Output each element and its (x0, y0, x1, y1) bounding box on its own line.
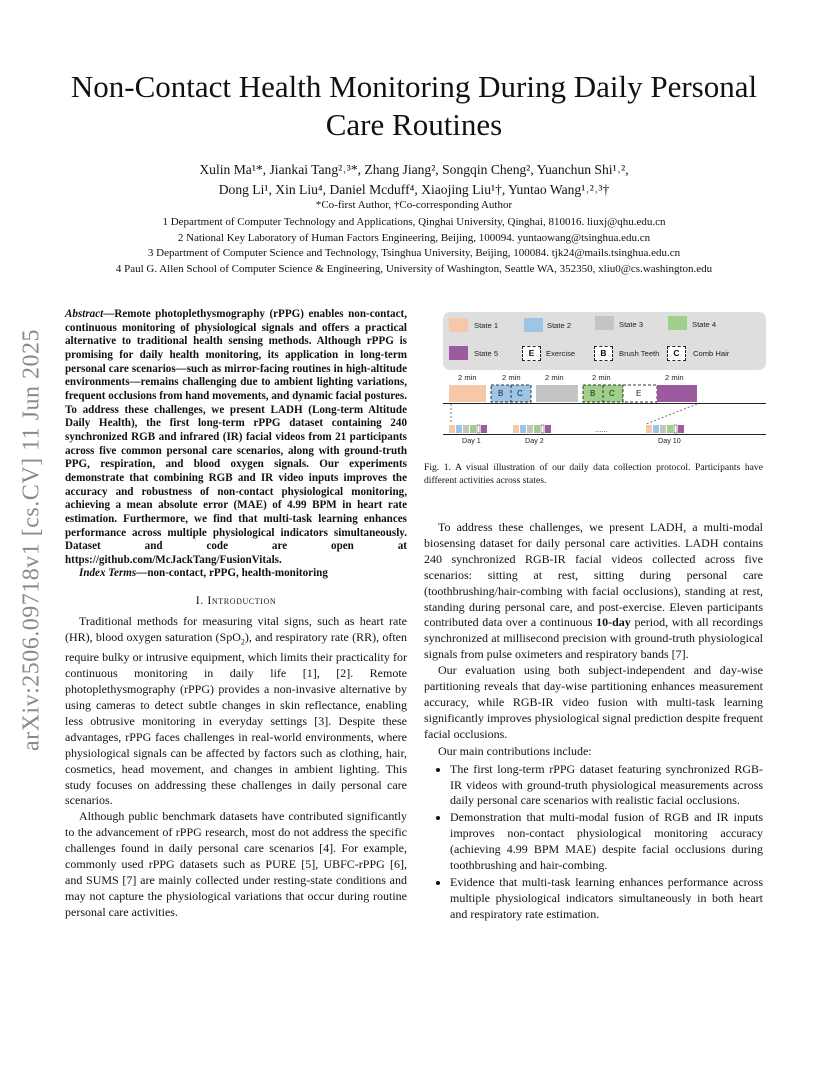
paper-title: Non-Contact Health Monitoring During Daily Personal Care Routines (70, 69, 758, 142)
index-terms (65, 567, 407, 581)
duration-label-3: 2 min (545, 373, 564, 382)
abstract-label: Abstract (65, 308, 104, 320)
timeline-state3 (536, 385, 578, 402)
author-list (60, 160, 768, 200)
state5-label: State 5 (474, 349, 499, 358)
day-2-strip (513, 425, 551, 433)
intro-paragraph-1: Traditional methods for measuring vital signs, such as heart rate (HR), blood oxygen saturation (SpO$_2$), and respiratory rate (RR), often require bulky or intrusive equipment, which limits their practicality for continuous monitoring in daily life [1], [2]. Remote photoplethysmography (rPPG) provides a non-invasive alternative by using cameras to detect subtle changes in skin reflectance, enabling less obtrusive monitoring in everyday settings [3]. Despite these advantages, rPPG faces challenges in real-world environments, where physiological signals can be affected by factors such as clothing, hair, cosmetics, head movement, and changes in ambient lighting. This study focuses on addressing these challenges in daily personal care scenarios. (65, 614, 407, 808)
affiliation-2: 2 National Key Laboratory of Human Factors Engineering, Beijing, 100094. yuntaowang@tsinghua.edu.cn (177, 231, 651, 244)
section-heading-introduction: I. Introduction (195, 593, 277, 608)
abstract-text: —Remote photoplethysmography (rPPG) enables non-contact, continuous monitoring of physiological signals and offers a practical alternative to traditional health sensing methods. Although rPPG is promising for daily health monitoring, its application in long-term personal care scenarios—such as mirror-facing routines in high-altitude environments—remains challenging due to ambient lighting variations, frequent occlusions from hand movements, and dynamic facial postures. To address these challenges, we present LADH (Long-term Altitude Daily Health), the first long-term rPPG dataset containing 240 synchronized RGB and infrared (IR) facial videos from 21 participants across five common personal care scenarios, along with ground-truth PPG, respiration, and blood oxygen signals. Our experiments demonstrate that combining RGB and IR video inputs improves the accuracy and robustness of non-contact physiological monitoring, achieving a mean absolute error (MAE) of 4.99 BPM in heart rate estimation. Furthermore, we find that multi-task learning enhances performance across multiple physiological indicators simultaneously. Dataset and code are open at https://github.com/McJackTang/FusionVitals. (65, 308, 407, 566)
right-paragraph-1: To address these challenges, we present LADH, a multi-modal biosensing dataset for daily personal care activities. LADH contains 240 synchronized RGB-IR facial videos collected across five scenarios: sitting at rest, sitting during personal care (toothbrushing/hair-combing with facial occlusions), standing at rest, standing during personal care, and post-exercise. Eleven participants contributed data over a continuous 10-day period, with all recordings synchronized at millisecond precision with ground-truth physiological signals from pulse oximeters and respiratory bands [7]. (424, 520, 763, 662)
day-1-label: Day 1 (462, 436, 481, 445)
comb-hair-key: C (667, 346, 686, 361)
state2-label: State 2 (547, 321, 572, 330)
intro-paragraph-2: Although public benchmark datasets have contributed significantly to the advancement of rPPG research, most do not address the specific challenges found in daily personal care scenarios [4]. For example, commonly used rPPG datasets such as PURE [5], UBFC-rPPG [6], and SUMS [7] are mainly collected under resting-state conditions and may not capture the physiological variations that occur during routine personal care activities. (65, 809, 407, 919)
segment-c-label: C (517, 389, 523, 398)
brush-teeth-key: B (594, 346, 613, 361)
segment-c2-label: C (609, 389, 615, 398)
index-terms-label: Index Terms (79, 567, 137, 580)
affiliation-1: 1 Department of Computer Technology and Applications, Qinghai University, Qinghai, 810016. liuxj@qhu.edu.cn (162, 216, 666, 228)
day-1-strip (449, 425, 487, 433)
timeline-state1 (449, 385, 486, 402)
affiliation-3: 3 Department of Computer Science and Technology, Tsinghua University, Beijing, 100084. tjk24@mails.tsinghua.edu.cn (147, 247, 681, 259)
right-column (424, 520, 763, 924)
duration-label-2: 2 min (502, 373, 521, 382)
affiliation-4: 4 Paul G. Allen School of Computer Science & Engineering, University of Washington, Seattle WA, 352350, xliu0@cs.washington.edu (115, 262, 713, 275)
day-2-label: Day 2 (525, 436, 544, 445)
comb-hair-label: Comb Hair (693, 349, 730, 358)
author-line-2: Dong Li¹, Xin Liu⁴, Daniel Mcduff⁴, Xiaojing Liu¹†, Yuntao Wang¹˒²˒³† (218, 182, 610, 197)
index-terms-text: —non-contact, rPPG, health-monitoring (136, 567, 328, 580)
segment-b-label: B (498, 389, 504, 398)
arxiv-identifier: arXiv:2506.09718v1 [cs.CV] 11 Jun 2025 (18, 328, 45, 752)
author-note: *Co-first Author, †Co-corresponding Author (315, 199, 513, 211)
duration-label-1: 2 min (458, 373, 477, 382)
figure-1 (443, 312, 766, 452)
timeline-row (449, 385, 697, 402)
contribution-item-2: • Demonstration that multi-modal fusion of RGB and IR inputs improves non-contact physiological monitoring accuracy (achieving 4.99 BPM MAE) despite facial occlusions during toothbrushing and hair-combing. (450, 810, 763, 874)
right-paragraph-3: Our main contributions include: (438, 743, 592, 758)
duration-label-4: 2 min (592, 373, 611, 382)
segment-e-label: E (636, 389, 642, 398)
timeline-state5 (657, 385, 697, 402)
right-paragraph-2: Our evaluation using both subject-independent and day-wise partitioning reveals that day-wise partitioning enhances measurement accuracy, while RGB-IR video fusion with multi-task learning significantly improves physiological signal prediction despite frequent facial occlusions. (424, 663, 763, 741)
contribution-item-3: • Evidence that multi-task learning enhances performance across multiple physiological indicators simultaneously in both heart and respiratory rate estimation. (450, 875, 763, 923)
contribution-item-1: • The first long-term rPPG dataset featuring synchronized RGB-IR videos with ground-truth physiological measurements across daily personal care scenarios with realistic facial occlusions. (450, 762, 763, 810)
segment-b2-label: B (590, 389, 596, 398)
author-line-1: Xulin Ma¹*, Jiankai Tang²˒³*, Zhang Jiang², Songqin Cheng², Yuanchun Shi¹˒², (199, 162, 629, 177)
figure-caption: Fig. 1. A visual illustration of our daily data collection protocol. Participants have different activities across states. (424, 462, 763, 486)
day-10-label: Day 10 (658, 436, 681, 445)
abstract (65, 308, 407, 567)
state3-label: State 3 (619, 320, 644, 329)
exercise-label: Exercise (546, 349, 576, 358)
exercise-key: E (522, 346, 541, 361)
brush-teeth-label: Brush Teeth (619, 349, 660, 358)
day-10-strip (646, 425, 684, 433)
state1-label: State 1 (474, 321, 499, 330)
affiliations (50, 215, 778, 277)
duration-label-5: 2 min (665, 373, 684, 382)
state4-label: State 4 (692, 320, 717, 329)
left-column (65, 308, 407, 921)
contributions-list (424, 762, 763, 923)
ellipsis-label: ...... (595, 425, 608, 434)
